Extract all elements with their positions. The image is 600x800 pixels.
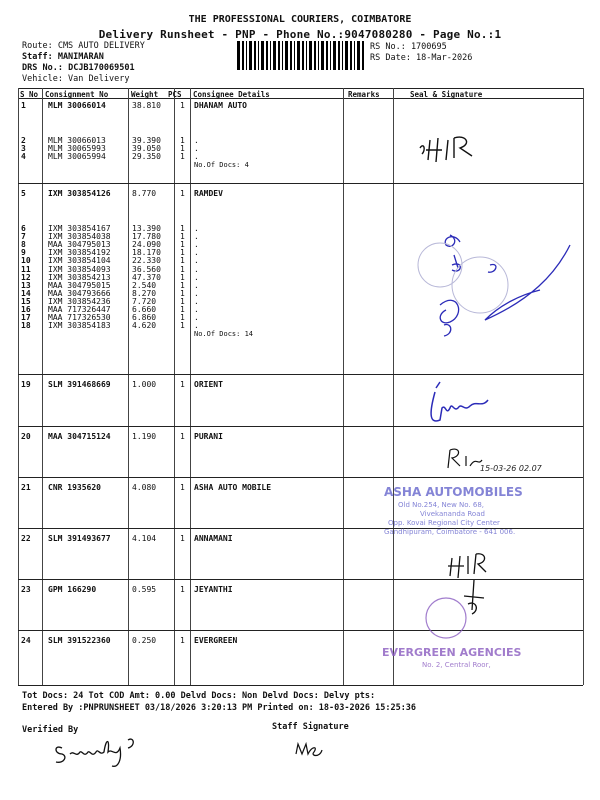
cell-sno: 21 [21, 483, 31, 492]
column-header: Consignment No [45, 90, 109, 99]
barcode-bar [326, 41, 328, 70]
barcode-bar [354, 41, 355, 70]
barcode-bar [314, 41, 316, 70]
cell-sno: 18 [21, 321, 31, 331]
runsheet-title: Delivery Runsheet - PNP - Phone No.:9047080280 - Page No.:1 [98, 28, 502, 41]
barcode-bar [266, 41, 268, 70]
barcode-bar [270, 41, 271, 70]
signature-blue-group [440, 235, 570, 336]
cell-cn: MAA 304715124 [48, 432, 111, 441]
cell-consignee: . [194, 321, 199, 331]
cell-wt: 0.250 [132, 636, 157, 645]
cell-consignee: . [194, 144, 199, 154]
cell-cn: MAA 304795015 [48, 280, 111, 290]
stamp-asha-name: ASHA AUTOMOBILES [384, 485, 523, 499]
cell-cn: MAA 717326530 [48, 313, 111, 323]
cell-cn: IXM 303854192 [48, 248, 111, 258]
cell-sno: 24 [21, 636, 31, 645]
cell-consignee: . [194, 264, 199, 274]
cell-pcs: 1 [180, 585, 185, 594]
cell-sno: 11 [21, 264, 31, 274]
column-divider [18, 88, 19, 685]
cell-pcs: 1 [180, 144, 185, 154]
cell-sno: 23 [21, 585, 31, 594]
company-title: THE PROFESSIONAL COURIERS, COIMBATORE [188, 14, 412, 25]
barcode-bar [362, 41, 364, 70]
rs-date: RS Date: 18-Mar-2026 [370, 53, 473, 63]
staff-signature-label: Staff Signature [272, 722, 349, 732]
faded-seal-ring [418, 243, 508, 313]
route-label: Route: CMS AUTO DELIVERY [22, 41, 145, 51]
cell-consignee: PURANI [194, 432, 223, 441]
cell-consignee: . [194, 296, 199, 306]
cell-cn: IXM 303854104 [48, 256, 111, 266]
table-top-border [18, 88, 583, 89]
cell-sno: 22 [21, 534, 31, 543]
rs-number: RS No.: 1700695 [370, 42, 447, 52]
cell-pcs: 1 [180, 224, 185, 233]
cell-consignee: RAMDEV [194, 189, 223, 198]
barcode-bar [254, 41, 256, 70]
cell-sno: 19 [21, 380, 31, 389]
cell-pcs: 1 [180, 264, 185, 274]
cell-wt: 8.770 [132, 189, 157, 198]
cell-sno: 16 [21, 305, 31, 314]
column-divider [174, 88, 175, 685]
stamp-evergreen-line1: No. 2, Central Roor, [422, 661, 491, 669]
cell-cn: MLM 30066013 [48, 136, 106, 145]
cell-consignee: . [194, 248, 199, 258]
cell-pcs: 1 [180, 189, 185, 198]
barcode-bar [282, 41, 283, 70]
cell-sno: 3 [21, 144, 26, 154]
signature-hir-1 [420, 137, 472, 162]
drs-number [22, 63, 135, 73]
cell-consignee: DHANAM AUTO [194, 101, 247, 110]
stamp-asha-line4: Gandhipuram, Coimbatore - 641 006. [384, 528, 516, 536]
cell-wt: 39.050 [132, 144, 161, 154]
cell-cn: SLM 391493677 [48, 534, 111, 543]
stamp-asha-line1: Old No.254, New No. 68, [398, 501, 485, 509]
cell-wt: 47.370 [132, 272, 161, 282]
column-header: Remarks [348, 90, 380, 99]
barcode-bar [294, 41, 295, 70]
cell-wt: 6.660 [132, 305, 157, 314]
cell-consignee: JEYANTHI [194, 585, 233, 594]
cell-consignee: . [194, 280, 199, 290]
cell-consignee: . [194, 232, 199, 242]
cell-consignee: ORIENT [194, 380, 223, 389]
cell-sno: 17 [21, 313, 31, 323]
barcode-bar [278, 41, 280, 70]
cell-wt: 2.540 [132, 280, 157, 290]
cell-consignee: . [194, 224, 199, 233]
cell-consignee: . [194, 305, 199, 314]
stamp-asha-line2: Vivekananda Road [420, 510, 485, 518]
cell-pcs: 1 [180, 296, 185, 306]
barcode [237, 41, 365, 70]
barcode-bar [342, 41, 343, 70]
barcode-bar [338, 41, 340, 70]
barcode-bar [321, 41, 324, 70]
cell-wt: 6.860 [132, 313, 157, 323]
cell-wt: 1.190 [132, 432, 157, 441]
barcode-bar [273, 41, 276, 70]
cell-cn: IXM 303854183 [48, 321, 111, 331]
signature-orient [431, 382, 488, 421]
cell-consignee: . [194, 136, 199, 145]
handwritten-date: 15-03-26 02.07 [480, 464, 542, 473]
cell-pcs: 1 [180, 280, 185, 290]
cell-sno: 10 [21, 256, 31, 266]
cell-consignee: . [194, 272, 199, 282]
barcode-bar [302, 41, 304, 70]
barcode-bar [318, 41, 319, 70]
cell-cn: MAA 717326447 [48, 305, 111, 314]
cell-pcs: 1 [180, 248, 185, 258]
cell-consignee: . [194, 288, 199, 298]
cell-cn: MAA 304795013 [48, 240, 111, 250]
column-divider [343, 88, 344, 685]
entered-by-line: Entered By :PNPRUNSHEET 03/18/2026 3:20:13 PM Printed on: 18-03-2026 15:25:36 [22, 703, 417, 713]
cell-wt: 4.620 [132, 321, 157, 331]
cell-consignee: ANNAMANI [194, 534, 233, 543]
cell-wt: 1.000 [132, 380, 157, 389]
cell-wt: 38.810 [132, 101, 161, 110]
cell-wt: 17.780 [132, 232, 161, 242]
cell-pcs: 1 [180, 240, 185, 250]
column-header: Consignee Details [193, 90, 270, 99]
cell-pcs: 1 [180, 288, 185, 298]
cell-wt: 13.390 [132, 224, 161, 233]
cell-wt: 22.330 [132, 256, 161, 266]
barcode-bar [242, 41, 244, 70]
cell-sno: 8 [21, 240, 26, 250]
cell-wt: 4.080 [132, 483, 157, 492]
cell-pcs: 1 [180, 380, 185, 389]
cell-wt: 18.170 [132, 248, 161, 258]
cell-wt: 0.595 [132, 585, 157, 594]
verified-signature [50, 730, 170, 770]
barcode-bar [246, 41, 247, 70]
barcode-bar [333, 41, 336, 70]
drs-label: DRS No.: [22, 63, 63, 73]
cell-consignee: . [194, 313, 199, 323]
cell-consignee: EVERGREEN [194, 636, 238, 645]
cell-sno: 6 [21, 224, 26, 233]
cell-consignee: . [194, 152, 199, 162]
barcode-bar [306, 41, 307, 70]
barcode-bar [261, 41, 264, 70]
verified-by-label: Verified By [22, 725, 79, 735]
cell-consignee: . [194, 240, 199, 250]
totals-line: Tot Docs: 24 Tot COD Amt: 0.00 Delvd Docs: Non Delvd Docs: Delvy pts: [22, 691, 376, 701]
barcode-bar [345, 41, 348, 70]
cell-cn: CNR 1935620 [48, 483, 101, 492]
cell-pcs: 1 [180, 232, 185, 242]
cell-pcs: 1 [180, 136, 185, 145]
barcode-bar [237, 41, 240, 70]
cell-sno: 13 [21, 280, 31, 290]
column-divider [128, 88, 129, 685]
cell-wt: 24.090 [132, 240, 161, 250]
stamp-asha-line3: Opp. Kovai Regional City Center [388, 519, 500, 527]
cell-sno: 15 [21, 296, 31, 306]
barcode-bar [330, 41, 331, 70]
cell-wt: 8.270 [132, 288, 157, 298]
cell-sno: 7 [21, 232, 26, 242]
cell-cn: IXM 303854126 [48, 189, 111, 198]
barcode-bar [285, 41, 288, 70]
cell-sno: 1 [21, 101, 26, 110]
cell-sno: 5 [21, 189, 26, 198]
docs-count: No.Of Docs: 4 [194, 161, 249, 170]
stamp-asha-automobiles [384, 485, 523, 536]
cell-sno: 4 [21, 152, 26, 162]
docs-count: No.Of Docs: 14 [194, 330, 254, 339]
drs-value: DCJB170069501 [68, 63, 135, 73]
cell-sno: 9 [21, 248, 26, 258]
column-divider [42, 88, 43, 685]
cell-pcs: 1 [180, 313, 185, 323]
cell-pcs: 1 [180, 432, 185, 441]
cell-cn: GPM 166290 [48, 585, 97, 594]
cell-cn: MAA 304793666 [48, 288, 111, 298]
staff-label: Staff: MANIMARAN [22, 52, 104, 62]
cell-cn: MLM 30066014 [48, 101, 106, 110]
column-header: Seal & Signature [410, 90, 483, 99]
barcode-bar [249, 41, 252, 70]
cell-consignee: ASHA AUTO MOBILE [194, 483, 272, 492]
vehicle-label: Vehicle: Van Delivery [22, 74, 130, 84]
cell-cn: IXM 303854093 [48, 264, 111, 274]
cell-pcs: 1 [180, 534, 185, 543]
cell-cn: SLM 391522360 [48, 636, 111, 645]
cell-sno: 14 [21, 288, 31, 298]
cell-pcs: 1 [180, 152, 185, 162]
cell-wt: 36.560 [132, 264, 161, 274]
cell-cn: IXM 303854236 [48, 296, 111, 306]
cell-consignee: . [194, 256, 199, 266]
cell-pcs: 1 [180, 305, 185, 314]
cell-cn: IXM 303854038 [48, 232, 111, 242]
barcode-bar [258, 41, 259, 70]
column-header: S No [20, 90, 39, 99]
signature-hir-2 [448, 554, 486, 614]
cell-pcs: 1 [180, 636, 185, 645]
cell-wt: 4.104 [132, 534, 157, 543]
cell-sno: 20 [21, 432, 31, 441]
cell-cn: MLM 30065993 [48, 144, 106, 154]
signatures-overlay [380, 90, 600, 690]
cell-pcs: 1 [180, 101, 185, 110]
cell-pcs: 1 [180, 272, 185, 282]
cell-pcs: 1 [180, 321, 185, 331]
barcode-bar [290, 41, 292, 70]
cell-cn: IXM 303854167 [48, 224, 111, 233]
cell-cn: MLM 30065994 [48, 152, 106, 162]
cell-pcs: 1 [180, 483, 185, 492]
cell-cn: IXM 303854213 [48, 272, 111, 282]
cell-wt: 29.350 [132, 152, 161, 162]
barcode-bar [357, 41, 360, 70]
cell-sno: 2 [21, 136, 26, 145]
column-divider [190, 88, 191, 685]
barcode-bar [297, 41, 300, 70]
barcode-bar [309, 41, 312, 70]
cell-wt: 7.720 [132, 296, 157, 306]
barcode-bar [350, 41, 352, 70]
column-header: PCS [168, 90, 182, 99]
cell-sno: 12 [21, 272, 31, 282]
cell-wt: 39.390 [132, 136, 161, 145]
column-header: Weight [131, 90, 159, 99]
stamp-evergreen-name: EVERGREEN AGENCIES [382, 646, 522, 659]
stamp-evergreen [382, 598, 522, 669]
cell-cn: SLM 391468669 [48, 380, 111, 389]
staff-signature [290, 732, 350, 762]
cell-pcs: 1 [180, 256, 185, 266]
signature-purani [448, 449, 482, 468]
